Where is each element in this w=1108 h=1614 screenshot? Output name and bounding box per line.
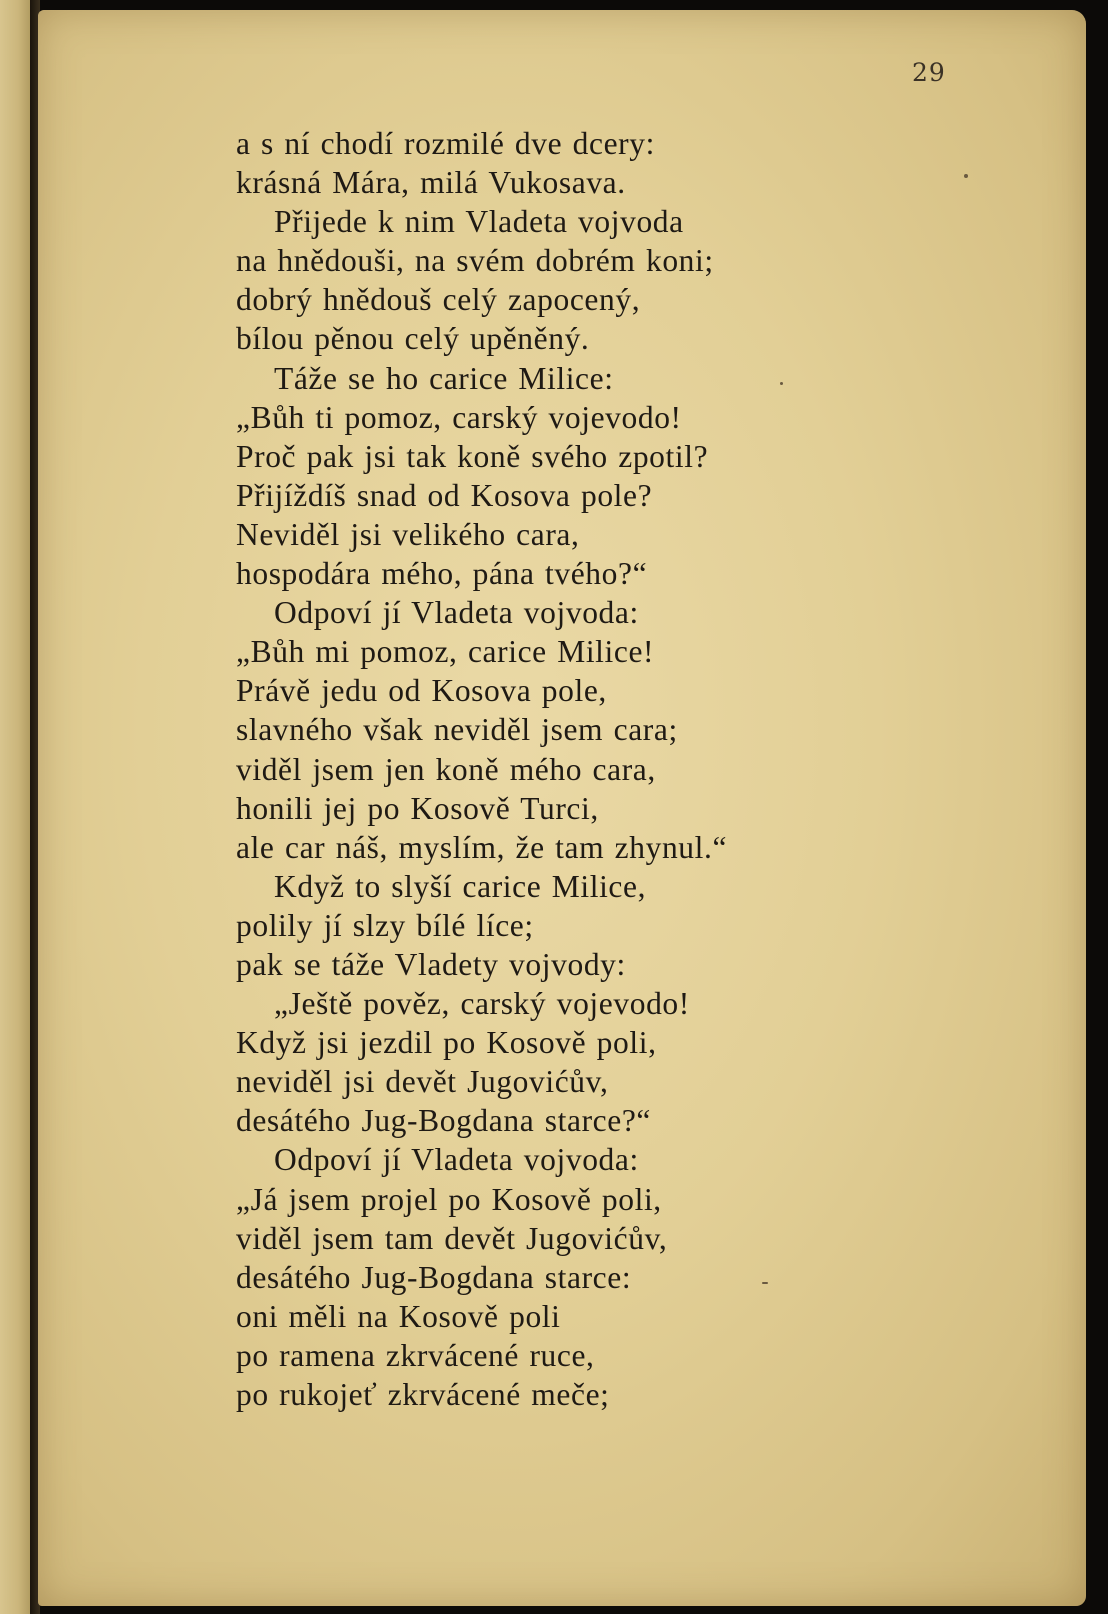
facing-page-edge <box>0 0 30 1614</box>
poem-line: oni měli na Kosově poli <box>236 1298 561 1334</box>
poem-line: honili jej po Kosově Turci, <box>236 790 599 826</box>
poem-line: desátého Jug-Bogdana starce: <box>236 1259 632 1295</box>
poem-line: Táže se ho carice Milice: <box>274 360 614 396</box>
poem-line: pak se táže Vladety vojvody: <box>236 946 626 982</box>
poem-line: bílou pěnou celý upěněný. <box>236 321 590 357</box>
page-number: 29 <box>912 58 946 87</box>
poem-line: po ramena zkrvácené ruce, <box>236 1337 595 1373</box>
poem-line: „Bůh ti pomoz, carský vojevodo! <box>236 399 682 435</box>
poem-line: Přijíždíš snad od Kosova pole? <box>236 477 653 513</box>
poem-line: viděl jsem tam devět Jugovićův, <box>236 1220 668 1256</box>
poem-line: „Bůh mi pomoz, carice Milice! <box>236 634 655 670</box>
poem-line: krásná Mára, milá Vukosava. <box>236 165 626 201</box>
poem-line: „Ještě pověz, carský vojevodo! <box>274 986 690 1022</box>
poem-line: Odpoví jí Vladeta vojvoda: <box>274 1142 639 1178</box>
poem-line: dobrý hnědouš celý zapocený, <box>236 282 641 318</box>
poem-line: na hnědouši, na svém dobrém koni; <box>236 243 714 279</box>
poem-line: a s ní chodí rozmilé dve dcery: <box>236 126 655 161</box>
poem-line: polily jí slzy bílé líce; <box>236 907 534 943</box>
poem-line: Odpoví jí Vladeta vojvoda: <box>274 595 639 631</box>
poem-line: Když jsi jezdil po Kosově poli, <box>236 1025 657 1061</box>
poem-line: Přijede k nim Vladeta vojvoda <box>274 204 684 240</box>
poem-line: Neviděl jsi velikého cara, <box>236 516 580 552</box>
poem-line: ale car náš, myslím, že tam zhynul.“ <box>236 829 728 865</box>
poem-line: Proč pak jsi tak koně svého zpotil? <box>236 438 709 474</box>
poem-line: viděl jsem jen koně mého cara, <box>236 751 656 787</box>
paper-speck <box>964 174 968 178</box>
poem-line: „Já jsem projel po Kosově poli, <box>236 1181 662 1217</box>
poem-line: neviděl jsi devět Jugovićův, <box>236 1064 609 1100</box>
poem-line: hospodára mého, pána tvého?“ <box>236 556 648 592</box>
poem-line: po rukojeť zkrvácené meče; <box>236 1377 610 1412</box>
poem-line: Když to slyší carice Milice, <box>274 868 647 904</box>
poem-line: Právě jedu od Kosova pole, <box>236 673 607 709</box>
poem-line: slavného však neviděl jsem cara; <box>236 712 678 748</box>
poem-text-block <box>236 124 916 1414</box>
poem-line: desátého Jug-Bogdana starce?“ <box>236 1103 651 1139</box>
